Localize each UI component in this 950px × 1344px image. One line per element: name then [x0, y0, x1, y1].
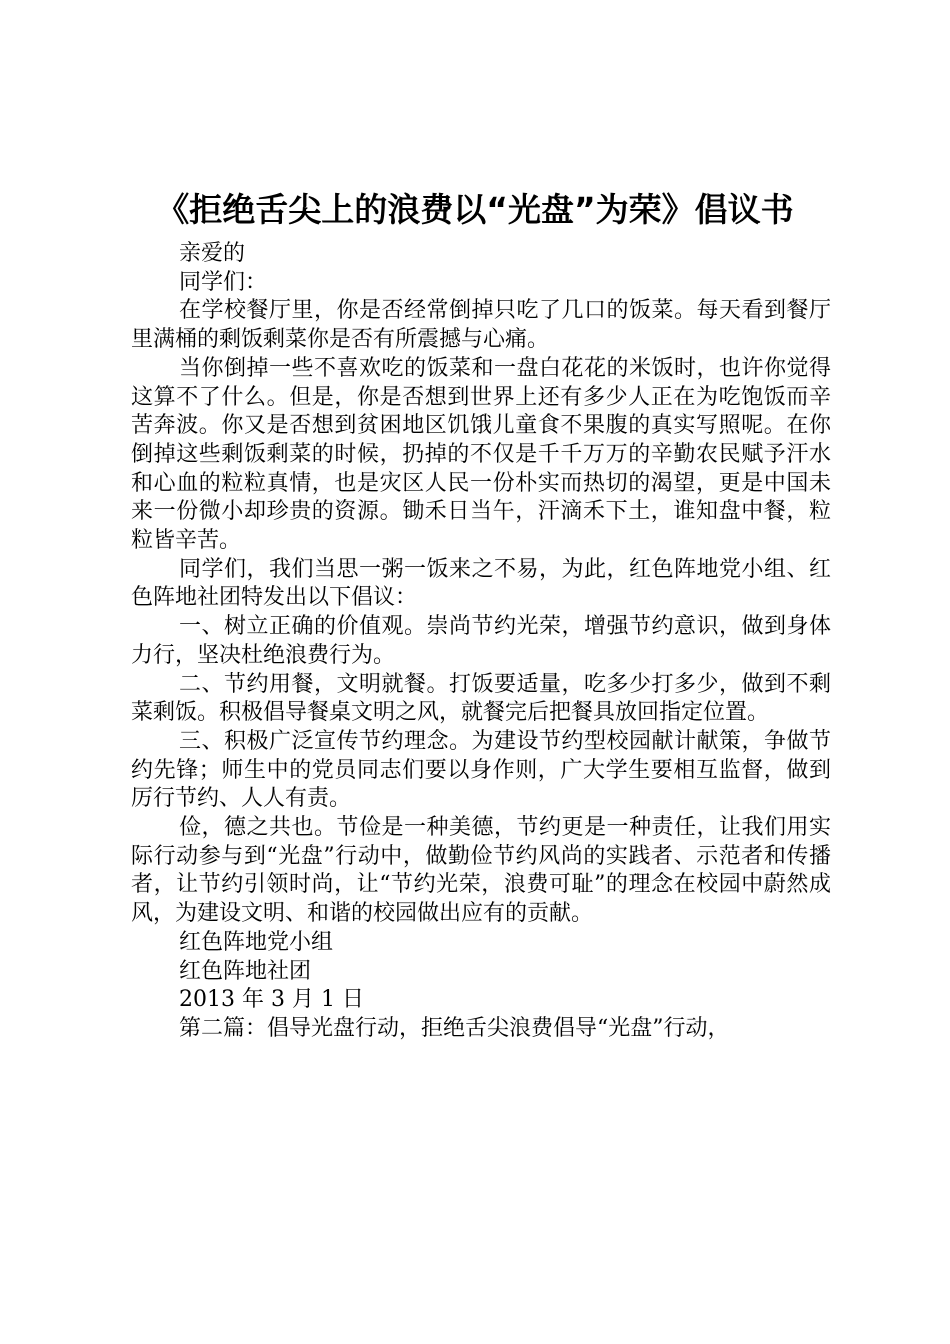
next-section-heading: 第二篇：倡导光盘行动，拒绝舌尖浪费倡导“光盘”行动，	[179, 1015, 730, 1041]
paragraph-4: 一、树立正确的价值观。崇尚节约光荣，增强节约意识，做到身体力行，坚决杜绝浪费行为。	[131, 614, 831, 668]
document-body	[131, 240, 831, 1044]
paragraph-5: 二、节约用餐，文明就餐。打饭要适量，吃多少打多少，做到不剩菜剩饭。积极倡导餐桌文明之风，就餐完后把餐具放回指定位置。	[131, 671, 831, 726]
salutation-line-1: 亲爱的	[179, 241, 246, 266]
salutation-line-2: 同学们：	[179, 269, 268, 295]
paragraph-2: 当你倒掉一些不喜欢吃的饭菜和一盘白花花的米饭时，也许你觉得这算不了什么。但是，你是否想到世界上还有多少人正在为吃饱饭而辛苦奔波。你又是否想到贫困地区饥饿儿童食不果腹的真实写照呢。在你倒掉这些剩饭剩菜的时候，扔掉的不仅是千千万万的辛勤农民赋予汗水和心血的粒粒真情，也是灾区人民一份朴实而热切的渴望，更是中国未来一份微小却珍贵的资源。锄禾日当午，汗滴禾下土，谁知盘中餐，粒粒皆辛苦。	[131, 355, 831, 554]
signature-party-group: 红色阵地党小组	[179, 929, 334, 955]
paragraph-1: 在学校餐厅里，你是否经常倒掉只吃了几口的饭菜。每天看到餐厅里满桶的剩饭剩菜你是否有所震撼与心痛。	[131, 298, 831, 353]
signature-club: 红色阵地社团	[179, 958, 312, 984]
paragraph-7: 俭，德之共也。节俭是一种美德，节约更是一种责任，让我们用实际行动参与到“光盘”行动中，做勤俭节约风尚的实践者、示范者和传播者，让节约引领时尚，让“节约光荣，浪费可耻”的理念在校园中蔚然成风，为建设文明、和谐的校园做出应有的贡献。	[131, 815, 831, 927]
paragraph-6: 三、积极广泛宣传节约理念。为建设节约型校园献计献策，争做节约先锋；师生中的党员同志们要以身作则，广大学生要相互监督，做到厉行节约、人人有责。	[131, 728, 831, 812]
date-line: 2013 年 3 月 1 日	[179, 987, 364, 1013]
document-title: 《拒绝舌尖上的浪费以“光盘”为荣》倡议书	[156, 190, 794, 229]
paragraph-3: 同学们，我们当思一粥一饭来之不易，为此，红色阵地党小组、红色阵地社团特发出以下倡议：	[131, 556, 831, 611]
